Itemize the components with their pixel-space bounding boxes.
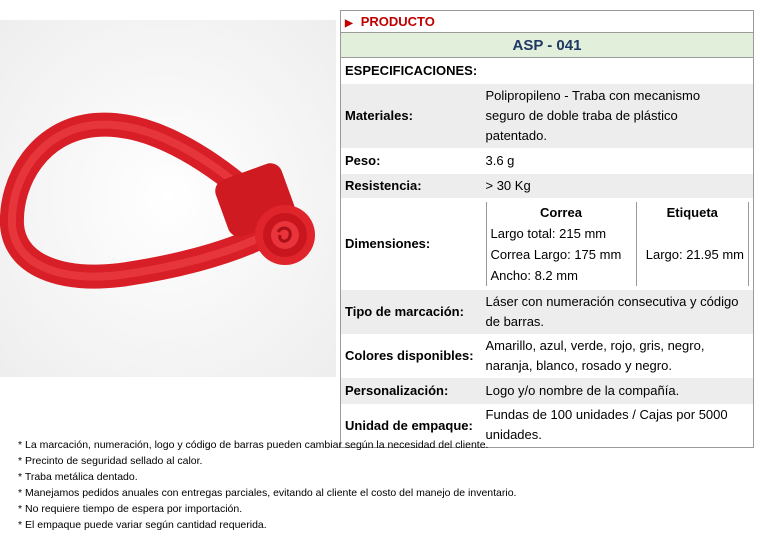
dim-ancho: Ancho: 8.2 mm [486, 265, 636, 286]
product-code-row [341, 33, 754, 58]
product-title: PRODUCTO [360, 14, 435, 29]
dim-correa-largo: Correa Largo: 175 mm [486, 244, 636, 265]
spec-section-row [341, 58, 754, 84]
value-marcacion [482, 290, 754, 334]
row-dimensiones [341, 198, 754, 290]
dim-head-correa: Correa [486, 202, 636, 223]
row-personalizacion [341, 378, 754, 404]
dim-head-etiqueta: Etiqueta [636, 202, 749, 223]
footnote: * Traba metálica dentado. [18, 471, 138, 483]
product-header-row [341, 11, 754, 33]
value-line: seguro de doble traba de plástico [485, 107, 678, 123]
label-marcacion: Tipo de marcación: [341, 290, 482, 334]
footnote: * La marcación, numeración, logo y código de barras pueden cambiar según la necesidad del cliente. [18, 439, 489, 451]
label-materiales: Materiales: [341, 84, 482, 148]
value-line: patentado. [485, 127, 547, 143]
dim-largo-total: Largo total: 215 mm [486, 223, 636, 244]
row-materiales [341, 84, 754, 148]
value-colores [482, 334, 754, 378]
triangle-right-icon: ▶ [345, 18, 353, 29]
row-resistencia [341, 174, 754, 198]
value-dimensiones [482, 198, 754, 290]
value-line: Amarillo, azul, verde, rojo, gris, negro, [485, 337, 705, 353]
spec-table [340, 10, 754, 448]
value-materiales [482, 84, 754, 148]
value-line: unidades. [485, 427, 542, 443]
value-line: naranja, blanco, rosado y negro. [485, 357, 672, 373]
value-line: Láser con numeración consecutiva y código [485, 293, 739, 309]
red-security-seal-image [0, 20, 336, 377]
spec-section-label: ESPECIFICACIONES: [341, 58, 754, 84]
value-peso: 3.6 g [482, 148, 754, 174]
product-code: ASP - 041 [341, 33, 754, 58]
dim-etiqueta-largo: Largo: 21.95 mm [636, 244, 749, 265]
footnote: * Manejamos pedidos anuales con entregas parciales, evitando al cliente el costo del manejo de inventario. [18, 487, 517, 499]
row-colores [341, 334, 754, 378]
label-personalizacion: Personalización: [341, 378, 482, 404]
value-personalizacion: Logo y/o nombre de la compañía. [482, 378, 754, 404]
footnote: * No requiere tiempo de espera por importación. [18, 503, 243, 515]
value-line: Fundas de 100 unidades / Cajas por 5000 [485, 407, 728, 423]
value-resistencia: > 30 Kg [482, 174, 754, 198]
footnotes [18, 437, 516, 533]
label-peso: Peso: [341, 148, 482, 174]
value-line: Polipropileno - Traba con mecanismo [485, 87, 701, 103]
footnote: * Precinto de seguridad sellado al calor. [18, 455, 203, 467]
dimensions-subtable [486, 202, 750, 286]
value-line: de barras. [485, 313, 545, 329]
footnote: * El empaque puede variar según cantidad requerida. [18, 519, 267, 531]
value-empaque [482, 404, 754, 448]
row-marcacion [341, 290, 754, 334]
row-peso [341, 148, 754, 174]
label-colores: Colores disponibles: [341, 334, 482, 378]
label-dimensiones: Dimensiones: [341, 198, 482, 290]
label-empaque: Unidad de empaque: [341, 404, 482, 448]
label-resistencia: Resistencia: [341, 174, 482, 198]
product-photo [0, 20, 336, 377]
